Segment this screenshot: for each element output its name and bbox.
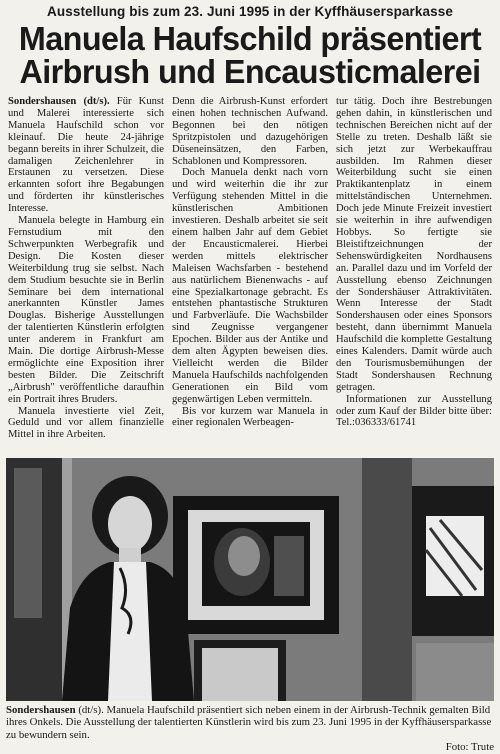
dateline: Sondershausen (dt/s). (8, 96, 110, 107)
paragraph: Manuela belegte in Hamburg ein Fernstudium mit den Schwerpunkten Werbegrafik und Design. Die Kosten dieser Weiterbildung trug sie selbst. Nach dem Studium besuchte sie in Berlin Seminare bei dem international anerkannten Künstler James Douglas. Bisherige Ausstellungen der talentierten Künstlerin erfolgten unter anderem in Frankfurt am Main. Die dortige Airbrush-Messe ermöglichte eine Exposition ihrer besten Bilder. Die Zeitschrift „Airbrush" veröffentliche daraufhin ein Portrait ihres Bruders. (8, 215, 164, 405)
paragraph: Denn die Airbrush-Kunst erfordert einen hohen technischen Aufwand. Begonnen bei den nötigen Spritzpistolen und dazugehörigen Düseneinsätzen, den Farben, Schablonen und Kompressoren. (172, 96, 328, 167)
photo-caption (6, 704, 494, 754)
caption-dateline: Sondershausen (6, 704, 76, 716)
kicker-line: Ausstellung bis zum 23. Juni 1995 in der Kyffhäusersparkasse (47, 3, 453, 19)
photo-credit: Foto: Trute (445, 741, 494, 754)
headline-line-1: Manuela Haufschild präsentiert (18, 20, 482, 57)
paragraph: tur tätig. Doch ihre Bestrebungen gehen dahin, in künstlerischen und technischen Bereichen nicht auf der Stelle zu treten. Deshalb läßt sie sich jetzt zur Werbekauffrau ausbilden. Im Rahmen dieser Weiterbildung sucht sie einen Praktikantenplatz in einem mittelständischen Unternehmen. Doch jede Minute Freizeit investiert sie weiterhin in ihre aufwendigen Hobbys. So fertigte sie Bleistiftzeichnungen der Sehenswürdigkeiten Nordhausens an. Parallel dazu und im Vorfeld der Ausstellung ebenso Zeichnungen der Sondershäuser Attraktivitäten. Wenn Interesse der Stadt Sondershausen oder eines Sponsors besteht, dann übernimmt Manuela Haufschild die komplette Gestaltung eines Kalenders. Damit würde auch den Tourismusbemühungen der Stadt Sondershausen Rechnung getragen. (336, 96, 492, 393)
paragraph: Bis vor kurzem war Manuela in einer regionalen Werbeagen- (172, 405, 328, 429)
photo-illustration (6, 458, 494, 701)
headline-line-2: Airbrush und Encausticmalerei (19, 53, 481, 90)
article-column-3 (336, 96, 492, 454)
article-column-2 (172, 96, 328, 454)
caption-text: (dt/s). Manuela Haufschild präsentiert sich neben einem in der Airbrush-Technik gemalten Bild ihres Onkels. Die Ausstellung der talentierten Künstlerin wird bis zum 23. Juni 1995 in der Kyffhäusersparkasse zu bewundern sein. (6, 704, 492, 741)
exhibition-photo (6, 458, 494, 701)
paragraph: Manuela investierte viel Zeit, Geduld und vor allem finanzielle Mittel in ihre Arbeiten. (8, 405, 164, 441)
article-body (0, 96, 500, 454)
article-column-1 (8, 96, 164, 454)
paragraph: Doch Manuela denkt nach vorn und wird weiterhin die ihr zur Verfügung stehenden Mittel in die künstlerischen Ambitionen investieren. Deshalb arbeitet sie seit einem halben Jahr auf dem Gebiet der Encausticmalerei. Hierbei werden mittels elektrischer Maleisen Wachsfarben - bestehend aus natürlichem Bienenwachs - auf eine Spezialkartonage gebracht. Es entstehen phantastische Strukturen und Farbverläufe. Die Wachsbilder sind Zeugnisse vergangener Epochen. Bilder aus der Antike und dem alten Ägypten beweisen dies. Vielleicht werden die Bilder Manuela Haufschilds nachfolgenden Generationen ein Bild vom gegenwärtigen Leben vermitteln. (172, 167, 328, 405)
paragraph: Informationen zur Ausstellung oder zum Kauf der Bilder bitte über: Tel.:036333/61741 (336, 393, 492, 429)
headline (5, 22, 495, 88)
paragraph: Sondershausen (dt/s). Für Kunst und Malerei interessierte sich Manuela Haufschild schon vor kleinauf. Die heute 24-jährige begann bereits in ihrer Schulzeit, die damaligen Zeichenlehrer in Erstaunen zu versetzen. Diese erkannten sofort ihre Begabungen und förderten ihr künstlerisches Interesse. (8, 96, 164, 215)
